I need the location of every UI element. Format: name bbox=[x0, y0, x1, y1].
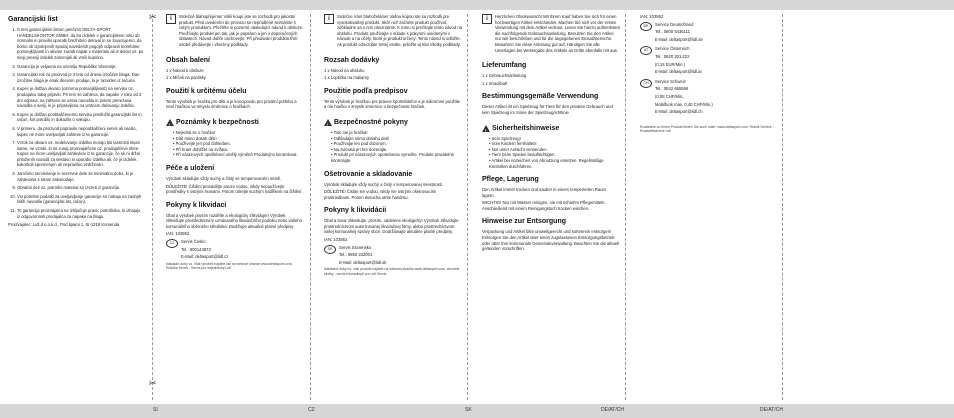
footer-lang-si: SI bbox=[153, 407, 158, 413]
small-print: Ersatzteile zu Ihrem Produkt finden Sie auch unter: www.deltasport.com, Rubrik Service - Ersatzteilservice Lidl bbox=[640, 124, 774, 134]
fold-line bbox=[625, 14, 626, 400]
service-line: (0,08 CHF/Min., bbox=[655, 93, 685, 99]
list-item: 1. S tem garancijskim listom jamčimo DELTA-SPORT HANDELSKONTOR GMBH, da bo izdelek v garancijskem roku ob normalni in pravilni uporabi brezhibno deloval in se zavezujemo, da bomo ob izpolnjenih spodaj navedenih pogojih odpravili morebitne pomanjkljivosti in okvare zaradi napak v materialu ali iz delovi oz. po svoji presoji izdelek zamenjali ali vrnili kupnino. bbox=[17, 27, 144, 61]
column-sk bbox=[324, 14, 462, 278]
list-item: 3. Garancijski rok za proizvod je 3 leta od dneva izročitve blaga. Dan izročitve blaga je enak dnevom prodaje, ki je razviden iz računa. bbox=[17, 72, 144, 83]
scissors-icon: ✂ bbox=[149, 12, 157, 22]
country-badge-icon: AT bbox=[640, 46, 652, 55]
list-item: 10. Vsi potrebni podatki za uveljavljanje garancije se nahaja na zadnjih listih navodila (garancijski list, račun). bbox=[17, 194, 144, 205]
service-line: Servis Slovensko bbox=[339, 244, 372, 250]
heading-box: Lieferumfang bbox=[482, 62, 527, 70]
heading-safety-label: Bezpečnostné pokyny bbox=[334, 118, 408, 126]
list-item: • Nejedná se o hračku! bbox=[173, 130, 304, 136]
disposal-text: Obal a tovar zlikvidujte, prosím, oddelene ekologicky! Výrobok zlikvidujte prostredníctvom autorizovanej likvidačnej firmy, alebo prostredníctvom vašej komunálnej správy obce. Dodržiavajte aktuálne platné predpisy. bbox=[324, 218, 459, 235]
column-de bbox=[482, 14, 620, 254]
bottom-bar bbox=[0, 404, 954, 418]
fold-line bbox=[467, 14, 468, 400]
service-line: Tel.: 800143873 bbox=[181, 246, 211, 252]
heading-safety-label: Poznámky k bezpečnosti bbox=[176, 118, 259, 126]
service-line: Service Deutschland bbox=[655, 21, 694, 27]
disposal-text: Obal a výrobek prosím rozdělte a ekologicky zlikvidujte! Výrobek zlikvidujte prostřednictvím uznávaného likvidačního podniku nebo vašeho komunálního sběrného střediska. Dodržujte aktuálně platné předpisy. bbox=[166, 212, 302, 229]
fold-line bbox=[310, 14, 311, 400]
info-hint bbox=[324, 14, 462, 50]
footer-lang-de: DE/AT/CH bbox=[601, 407, 624, 413]
service-block-at bbox=[640, 46, 778, 76]
service-line: Servis Česko bbox=[181, 239, 206, 245]
producer-text: Proizvajalec: Lidl d.o.o.k.d., Pod lipami 1, SI-1218 Komenda bbox=[8, 222, 120, 228]
care-text: Den Artikel immer trocken und sauber in einem temperierten Raum lagern. bbox=[482, 187, 607, 198]
service-block-de bbox=[640, 22, 778, 45]
list-item: • Kein Spielzeug! bbox=[489, 136, 620, 142]
list-item: • Odkladajte mimo dosahu detí! bbox=[331, 136, 462, 142]
heading-use: Použití k určitému účelu bbox=[166, 87, 247, 95]
column-si bbox=[8, 14, 144, 230]
top-bar bbox=[0, 0, 954, 10]
info-icon: i bbox=[324, 14, 334, 24]
ian-text: IAN: 103952 bbox=[324, 237, 348, 243]
list-item: • Artikel bei Anzeichen von Abnutzung ersetzen. Regelmäßige Kontrollen durchführen. bbox=[489, 158, 620, 169]
scissors-icon: ✂ bbox=[149, 378, 157, 388]
list-item: • Při nárazových opotřebení umělý výměnít Prodalnými kontrolovat. bbox=[173, 152, 304, 158]
care-text: Výrobek skladujte vždy suchý a čistý ve temperovaném místě. bbox=[166, 175, 282, 181]
service-line: Service Schweiz bbox=[655, 78, 686, 84]
list-item: 2. Garancija je veljavna na ozemlju Republike Slovenije. bbox=[17, 64, 144, 70]
list-item: 5. Kupec je dolžan pooblaščenemu servisu predložiti garancijski list in račun, kot potrdilo in dokazilo o nakupu. bbox=[17, 112, 144, 123]
list-item: • Používajte len pod dozorom. bbox=[331, 141, 462, 147]
heading-box: Obsah balení bbox=[166, 56, 210, 64]
hint-text: Herzlichen Glückwunsch! Mit Ihrem Kauf haben Sie sich für einen hochwertigen Artikel entschieden. Machen Sie sich vor der ersten Verwendung mit dem Artikel vertraut. Lesen Sie hierzu aufmerksam die nachfolgende Gebrauchsanleitung. Benutzen Sie den Artikel nur wie beschrieben und für die angegebenen Einsatzbereiche. Bewahren Sie diese Anleitung gut auf. Händigen Sie alle Unterlagen bei Weitergabe des Artikels an Dritte ebenfalls mit aus. bbox=[495, 14, 620, 53]
small-print: Nákladné doby vs. Vaši produkt najdete na webovej stránke www.deltasport.com, servisné služby - servis infonadbydi pre Lidl Servis bbox=[324, 267, 460, 276]
info-icon: i bbox=[166, 14, 176, 24]
country-badge-icon: DE bbox=[640, 22, 652, 31]
box-item: 1 x Gebrauchsanleitung bbox=[482, 73, 527, 79]
list-item: 7. Vzrok za okvaro oz. nedelovanje izdelka morajo biti lastnosti stvari same, ne vzroki, ki so zunaj proizvajalčeve oz. prodajalčeve sfere. Kupec ne more uveljavljati zahtevkov iz te garancije, če se ni držal priloženih navodil za sestavo in uporabo izdelka ali, če je izdelek kakorkoli spremenjen ali nepravilno vzdrževan. bbox=[17, 140, 144, 168]
service-block-ch bbox=[640, 79, 778, 117]
heading-safety bbox=[324, 119, 408, 127]
service-line: E-Mail: deltasport@lidl.ch bbox=[655, 109, 703, 115]
care-text: Výrobok skladujte vždy suchý a čistý v temperovanej miestnosti. bbox=[324, 181, 443, 187]
list-item: 8. Jamčimo servisiranje in rezervne dele za minimalno dobo, ki je zahtevana s strani zakonodaje. bbox=[17, 171, 144, 182]
footer-lang-cz: CZ bbox=[308, 407, 315, 413]
list-item: • Vom Kindern fernhalten! bbox=[489, 141, 620, 147]
service-line: Tel.: 0820 201 222 bbox=[655, 53, 690, 59]
service-block bbox=[324, 245, 462, 268]
heading-care: Ošetrovanie a skladovanie bbox=[324, 170, 413, 178]
disposal-text: Verpackung und Artikel bitte umweltgerecht und sortenrein entsorgen! Entsorgen Sie den Artikel über einen zugelassenen Entsorgungsbetrieb oder über Ihre kommunale Gemeindeverwaltung. Beachten Sie die aktuell geltenden Vorschriften. bbox=[482, 229, 620, 252]
info-hint bbox=[166, 14, 304, 50]
fold-line bbox=[782, 14, 783, 400]
use-text: Tento výrobek je hračka pro děti a je koncipován pro privátní potřebu a není hračkou ve smyslu směrnice o hračkách. bbox=[166, 98, 297, 110]
hint-text: Srdečně blahopřejeme! Volili koupí jste se rozhodli pro jakostní produkt. Před uvedením do provozu se neprodleně seznamte s celým produktem. Přečtěte si pozorně následující návod k obsluze. Používejte produkt jen tak, jak je popsáno a jen v doporučených oblastech. Návod dobře uschovejte. Při předávání produktu třetí osobě předávejte i všechny podklady. bbox=[179, 14, 304, 47]
box-item: 1 x Míček na panlisky bbox=[166, 75, 207, 81]
heading-box: Rozsah dodávky bbox=[324, 56, 380, 64]
column-service bbox=[640, 14, 778, 136]
heading-disposal: Pokyny k likvidácii bbox=[324, 207, 387, 215]
heading-use: Použitie podľa predpisov bbox=[324, 87, 408, 95]
safety-list bbox=[482, 136, 620, 170]
heading-use: Bestimmungsgemäße Verwendung bbox=[482, 93, 599, 101]
list-item: • Tiere beim Spielen beaufsichtigen. bbox=[489, 152, 620, 158]
list-item: • Produkt pri nárazových opotrebenia vymeňte. Produkt pravidelne kontrolujte. bbox=[331, 152, 462, 163]
heading-care: Péče a uložení bbox=[166, 164, 215, 172]
country-badge-icon: SK bbox=[324, 245, 336, 254]
service-line: Mobilfunk max. 0,40 CHF/Min.) bbox=[655, 101, 713, 107]
list-item: • Používejte jen pod dohledem. bbox=[173, 141, 304, 147]
heading-safety-label: Sicherheitshinweise bbox=[492, 124, 560, 132]
warning-icon bbox=[166, 119, 174, 126]
country-badge-icon: CZ bbox=[166, 239, 178, 248]
heading-safety bbox=[166, 119, 259, 127]
info-icon: i bbox=[482, 14, 492, 24]
footer-lang-sk: SK bbox=[465, 407, 472, 413]
box-item: 1 x Snackball bbox=[482, 80, 507, 86]
heading-safety bbox=[482, 125, 559, 133]
list-item: • Toto nie je hračka! bbox=[331, 130, 462, 136]
country-badge-icon: CH bbox=[640, 79, 652, 88]
box-item: 1 x Návod k obsluze bbox=[166, 67, 204, 73]
section-title: Garancijski list bbox=[8, 16, 58, 23]
service-line: E-Mail: deltasport@lidl.cz bbox=[181, 254, 229, 260]
care-note: WICHTIG! Nur mit Wasser reinigen, nie mit scharfen Pflegemitteln. Anschließend mit einem Reinigungstuch trocken wischen. bbox=[482, 200, 606, 211]
ian-text: IAN: 103952 bbox=[640, 14, 664, 19]
column-cz bbox=[166, 14, 304, 273]
service-line: Tel.: 0842 665566 bbox=[655, 86, 689, 92]
list-item: 6. V primeru, da proizvod popravilu nepooblaščeni servis ali osebo, kupec ne more uveljavljati zahteve iz te garancije. bbox=[17, 126, 144, 137]
fold-line bbox=[152, 14, 153, 400]
footer-lang-de: DE/AT/CH bbox=[760, 407, 783, 413]
warning-icon bbox=[324, 119, 332, 126]
use-text: Dieser Artikel ist ein Spielzeug für Tiere für den privaten Gebrauch und kein Spielzeug im Sinne der Spielzeugrichtlinie. bbox=[482, 104, 613, 115]
safety-list bbox=[166, 130, 304, 158]
service-block bbox=[166, 239, 304, 262]
list-item: 9. Obrabni deli oz. potrošni material so izvzeti iz garancije. bbox=[17, 185, 144, 191]
service-line: E-Mail: deltasport@lidl.sk bbox=[339, 259, 387, 265]
care-note: DŮLEŽITÉ! Čištění provádějte pouze vodou, nikdy nepoužívejte prostředky s ostrými hranami. Potom otírejte suchým hadříkem na čištění. bbox=[166, 183, 303, 195]
service-line: Service Österreich bbox=[655, 46, 690, 52]
list-item: • Nur unter Aufsicht verwenden. bbox=[489, 147, 620, 153]
heading-disposal: Hinweise zur Entsorgung bbox=[482, 218, 567, 226]
use-text: Tento výrobok je hračkou pre právne spotrebiteľov a je súkromné použitie a nie hračku v zmysle smernice o bezpečnosti hračiek. bbox=[324, 98, 460, 110]
service-line: (0,15 EUR/Min.) bbox=[655, 61, 686, 67]
service-line: E-Mail: deltasport@lidl.de bbox=[655, 36, 703, 42]
list-item: 11. To garancija proizvajalca ne izključuje pravic potrošnika, ki izhajajo iz odgovornosti prodajalca za napake na blagu. bbox=[17, 208, 144, 219]
hint-text: Srdečne Vám blahoželáme! Vašou kúpou ste sa rozhodli pre vysokokvalitný produkt. Skôr než začnete produkt používať, zdôkladne sa s ním oboznámte. K tomu si prečítajte tento návod na obsluhu. Produkt používajte v súlade s pokynmi uvedenými v návode a na účely, ktoré je produkt určený. Tento návod si odložte. Ak produkt odovzdáte tretej osobe, priložte aj túto všetky podklady. bbox=[337, 14, 462, 47]
box-item: 1 x Návod na obsluhu bbox=[324, 67, 365, 73]
warning-icon bbox=[482, 125, 490, 132]
warranty-list bbox=[8, 27, 144, 219]
ian-text: IAN: 103952 bbox=[166, 231, 190, 237]
service-line: Tel.: 0800 5435111 bbox=[655, 29, 691, 35]
list-item: 4. Kupec je dolžan okvaro (oziroma pomanjkljivost) na servisu oz. prodajalcu takoj prijaviti. Pri tem se zahteva, da napake v roku od 3 dni odpravi, na zahtevo se ustna navodila in potem prerezana navodila o seriji, ki je pripravljena na vrstnem delovanju izdelka. bbox=[17, 86, 144, 108]
list-item: • Dítě mimo dosah dětí! bbox=[173, 136, 304, 142]
info-hint bbox=[482, 14, 620, 55]
heading-care: Pflege, Lagerung bbox=[482, 176, 539, 184]
safety-list bbox=[324, 130, 462, 164]
small-print: Nákladní doby vs. Vlák výrobek najdete tak na webové stránce www.deltasport.com, Rubrika Servis - Servis pro objednávky Lidl bbox=[166, 261, 293, 271]
list-item: • Na zvieratá pri hre dozerajte. bbox=[331, 147, 462, 153]
care-note: DÔLEŽITÉ! Čistite len vodou, nikdy nie ostrými ošetrovacími prostriedkami. Potom dosucha utrite handrou. bbox=[324, 189, 437, 200]
service-line: Tel.: 0850 232001 bbox=[339, 252, 373, 258]
service-line: E-Mail: deltasport@lidl.at bbox=[655, 69, 702, 75]
list-item: • Při hraní dohlížet na zvířata. bbox=[173, 147, 304, 153]
heading-disposal: Pokyny k likvidaci bbox=[166, 201, 227, 209]
box-item: 1 x Loptička na maliarny bbox=[324, 75, 370, 81]
